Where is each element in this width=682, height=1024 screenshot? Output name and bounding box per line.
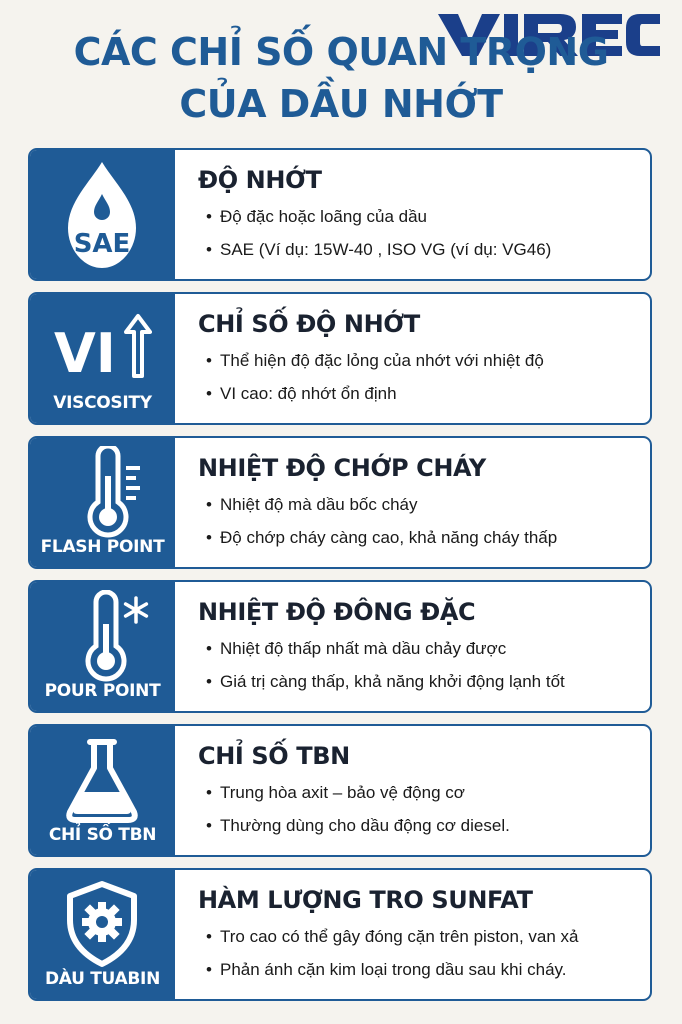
card-bullet: • Trung hòa axit – bảo vệ động cơ	[198, 776, 642, 809]
card-bullet: • Phản ánh cặn kim loại trong dầu sau khi cháy.	[198, 953, 642, 986]
card-viscosity-index	[28, 292, 652, 425]
card-icon-panel	[30, 294, 175, 423]
card-bullet: • SAE (Ví dụ: 15W-40 , ISO VG (ví dụ: VG46)	[198, 233, 642, 266]
sae-icon-text: SAE	[73, 229, 131, 259]
card-bullet: • VI cao: độ nhớt ổn định	[198, 377, 642, 410]
card-icon-label: CHỈ SỐ TBN	[48, 825, 157, 845]
page-title	[0, 26, 682, 130]
vi-arrow-icon	[52, 302, 152, 382]
card-flash-point	[28, 436, 652, 569]
card-bullet: • Nhiệt độ thấp nhất mà dầu chảy được	[198, 632, 642, 665]
card-viscosity	[28, 148, 652, 281]
card-icon-panel	[30, 582, 175, 711]
oil-drop-icon	[52, 158, 152, 276]
card-bullet: • Nhiệt độ mà dầu bốc cháy	[198, 488, 642, 521]
card-heading: CHỈ SỐ ĐỘ NHỚT	[198, 310, 420, 338]
card-heading: NHIỆT ĐỘ ĐÔNG ĐẶC	[198, 598, 476, 626]
card-bullet: • Tro cao có thể gây đóng cặn trên piston, van xả	[198, 920, 642, 953]
card-bullet: • Thường dùng cho dầu động cơ diesel.	[198, 809, 642, 842]
card-sulfated-ash	[28, 868, 652, 1001]
card-bullet: • Độ đặc hoặc loãng của dầu	[198, 200, 642, 233]
title-line-2: CỦA DẦU NHỚT	[179, 82, 503, 126]
card-icon-label: POUR POINT	[44, 681, 161, 701]
svg-text:VIREC: VIREC	[436, 12, 440, 13]
shield-gear-icon	[52, 878, 152, 970]
card-tbn	[28, 724, 652, 857]
title-line-1: CÁC CHỈ SỐ QUAN TRỌNG	[73, 30, 609, 74]
card-bullet: • Độ chớp cháy càng cao, khả năng cháy thấp	[198, 521, 642, 554]
card-icon-label: VISCOSITY	[53, 393, 152, 413]
card-icon-panel	[30, 438, 175, 567]
snowflake-icon	[126, 598, 147, 622]
vi-icon-text: VI	[54, 322, 116, 382]
thermometer-icon	[52, 446, 152, 538]
thermometer-snowflake-icon	[52, 590, 152, 682]
card-bullet: • Giá trị càng thấp, khả năng khởi động lạnh tốt	[198, 665, 642, 698]
card-heading: NHIỆT ĐỘ CHỚP CHÁY	[198, 454, 486, 482]
card-heading: ĐỘ NHỚT	[198, 166, 322, 194]
flask-icon	[52, 734, 152, 826]
card-heading: CHỈ SỐ TBN	[198, 742, 350, 770]
card-icon-label: DÀU TUABIN	[44, 969, 160, 989]
card-icon-panel	[30, 870, 175, 999]
card-bullet: • Thể hiện độ đặc lỏng của nhớt với nhiệt độ	[198, 344, 642, 377]
card-pour-point	[28, 580, 652, 713]
card-icon-label: FLASH POINT	[40, 537, 165, 557]
card-heading: HÀM LƯỢNG TRO SUNFAT	[198, 886, 533, 914]
card-icon-panel	[30, 726, 175, 855]
card-icon-panel	[30, 150, 175, 279]
